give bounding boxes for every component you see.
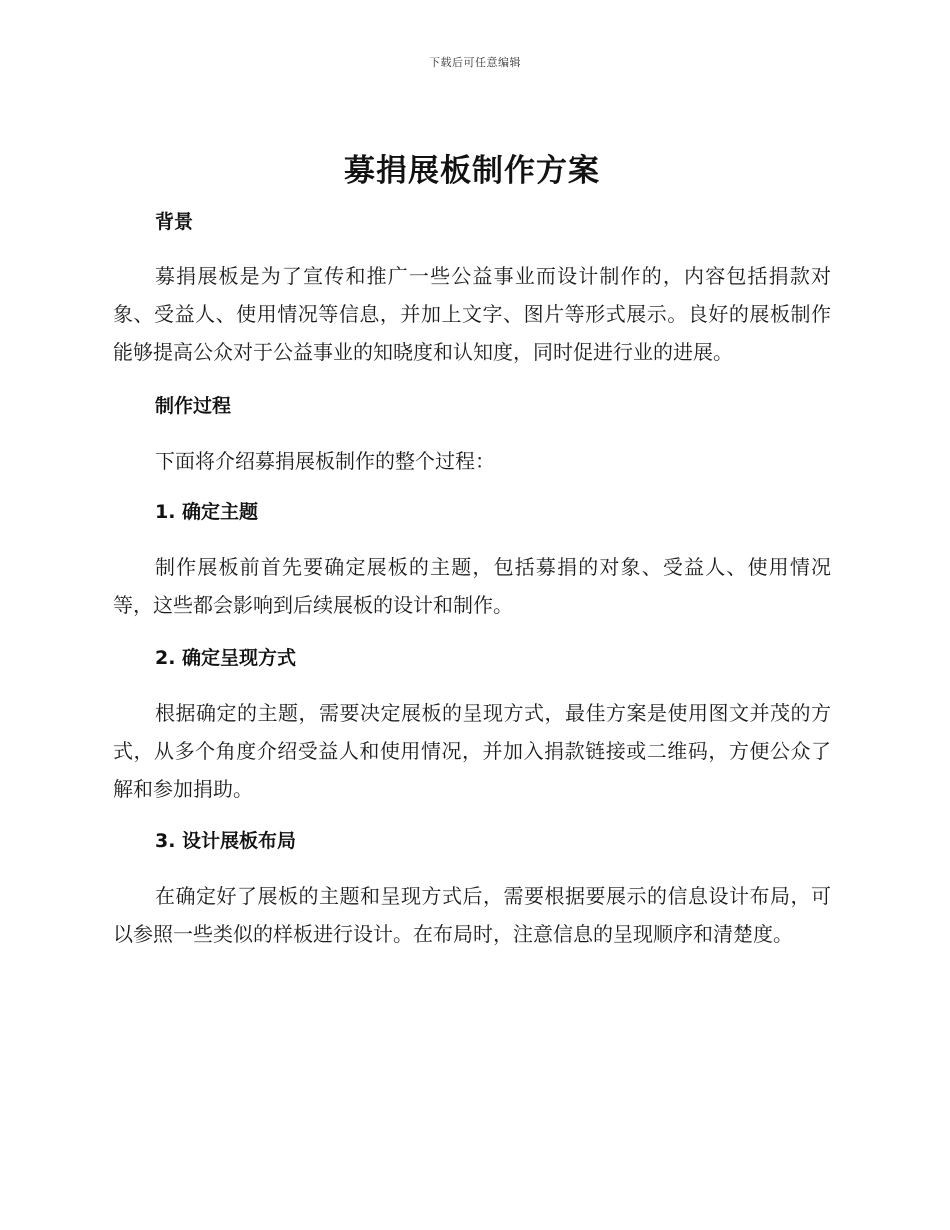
paragraph-step-1: 制作展板前首先要确定展板的主题，包括募捐的对象、受益人、使用情况等，这些都会影响到后续展板的设计和制作。	[113, 555, 831, 617]
paragraph-background: 募捐展板是为了宣传和推广一些公益事业而设计制作的，内容包括捐款对象、受益人、使用情况等信息，并加上文字、图片等形式展示。良好的展板制作能够提高公众对于公益事业的知晓度和认知度，同时促进行业的进展。	[113, 264, 831, 364]
section-heading-background: 背景	[155, 211, 194, 233]
paragraph-process-intro: 下面将介绍募捐展板制作的整个过程：	[155, 449, 495, 473]
paragraph-step-2: 根据确定的主题，需要决定展板的呈现方式，最佳方案是使用图文并茂的方式，从多个角度介绍受益人和使用情况，并加入捐款链接或二维码，方便公众了解和参加捐助。	[113, 701, 831, 801]
document-title: 募捐展板制作方案	[344, 153, 600, 189]
step-heading-1: 1. 确定主题	[155, 501, 259, 523]
document-body	[113, 148, 831, 953]
running-header: 下载后可任意编辑	[429, 56, 521, 69]
step-heading-3: 3. 设计展板布局	[155, 830, 297, 852]
paragraph-step-3: 在确定好了展板的主题和呈现方式后，需要根据要展示的信息设计布局，可以参照一些类似的样板进行设计。在布局时，注意信息的呈现顺序和清楚度。	[113, 884, 831, 946]
step-heading-2: 2. 确定呈现方式	[155, 647, 297, 669]
section-heading-process: 制作过程	[155, 395, 232, 417]
